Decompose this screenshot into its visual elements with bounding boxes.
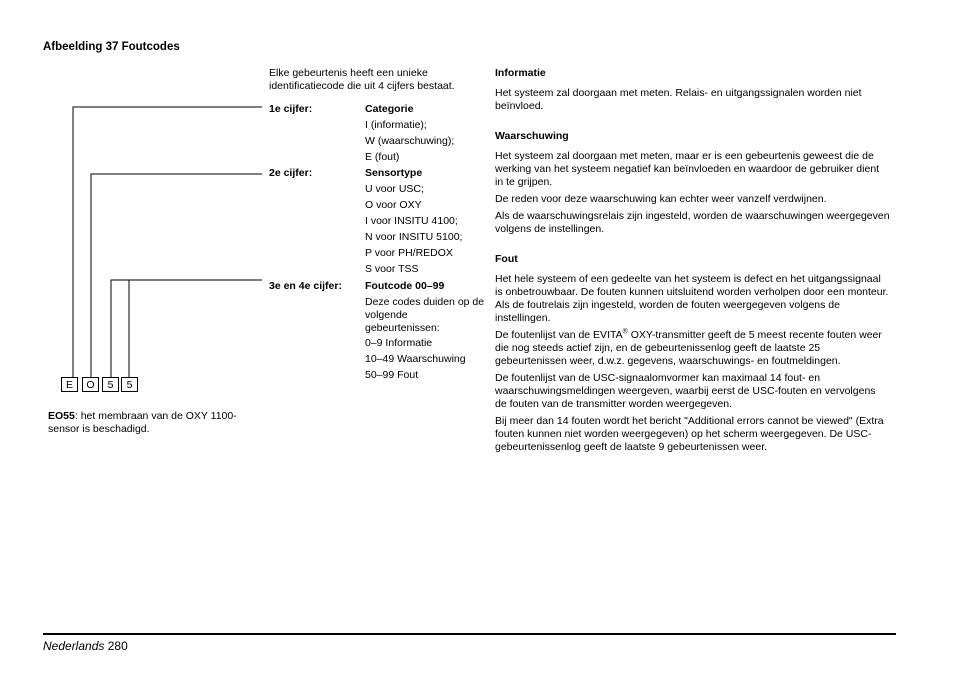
digit-2-item: U voor USC; (365, 183, 424, 195)
warning-paragraph: De reden voor deze waarschuwing kan echter weer vanzelf verdwijnen. (495, 193, 827, 205)
connector-digit-3 (111, 280, 262, 377)
caption-text: : het membraan van de OXY 1100-sensor is beschadigd. (48, 410, 237, 435)
page-footer (43, 639, 128, 653)
digit-2-item: S voor TSS (365, 263, 419, 275)
footer-language: Nederlands (43, 639, 105, 653)
code-box-2: O (82, 377, 99, 392)
digit-3-item: 0–9 Informatie (365, 337, 433, 349)
code-box-1: E (61, 377, 78, 392)
intro-text: Elke gebeurtenis heeft een unieke identificatiecode die uit 4 cijfers bestaat. (269, 67, 455, 92)
digit-2-item: P voor PH/REDOX (365, 247, 453, 259)
digit-3-heading: Foutcode 00–99 (365, 280, 445, 292)
connector-digit-2 (91, 174, 262, 377)
error-paragraph: Het hele systeem of een gedeelte van het systeem is defect en het uitgangssignaal is onbetrouwbaar. De fouten kunnen uitsluitend worden verholpen door een monteur. Als de foutrelais zijn ingesteld, worden de fouten weergegeven volgens de instellingen. (495, 273, 889, 324)
digit-3-item: 50–99 Fout (365, 369, 419, 381)
digit-1-heading: Categorie (365, 103, 414, 115)
digit-1-item: I (informatie); (365, 119, 427, 131)
error-paragraph: Bij meer dan 14 fouten wordt het bericht "Additional errors cannot be viewed" (Extra fouten kunnen niet worden weergegeven) op het scherm weergegeven. De USC-gebeurtenissenlog geeft de laatste 9 gebeurtenissen weer. (495, 415, 884, 453)
digit-3-item: Deze codes duiden op de volgende gebeurtenissen: (365, 296, 485, 334)
code-box-3: 5 (102, 377, 119, 392)
digit-1-item: E (fout) (365, 151, 400, 163)
explanation-column (495, 67, 890, 458)
code-box-4: 5 (121, 377, 138, 392)
connector-digit-1 (73, 107, 262, 377)
footer-divider (43, 633, 896, 635)
error-paragraph: De foutenlijst van de EVITA® OXY-transmitter geeft de 5 meest recente fouten weer die nog steeds actief zijn, en de gebeurtenissenlog geeft de laatste 25 gebeurtenissen weer, d.w.z. gegevens, waarschuwings- en foutmeldingen. (495, 328, 882, 367)
digit-3-item: 10–49 Waarschuwing (365, 353, 466, 365)
digit-1-label: 1e cijfer: (269, 103, 313, 115)
digit-2-item: O voor OXY (365, 199, 422, 211)
error-paragraph: De foutenlijst van de USC-signaalomvormer kan maximaal 14 fout- en waarschuwingsmeldingen weergeven, waarbij eerst de USC-fouten en vervolgens de fouten van de transmitter worden weergegeven. (495, 372, 876, 410)
info-paragraph: Het systeem zal doorgaan met meten. Relais- en uitgangssignalen worden niet beïnvloed. (495, 87, 862, 112)
page-number: 280 (107, 639, 128, 653)
digit-2-label: 2e cijfer: (269, 167, 313, 179)
figure-caption (48, 410, 258, 436)
caption-code: EO55 (48, 410, 75, 422)
section-heading-info: Informatie (495, 67, 546, 79)
warning-paragraph: Het systeem zal doorgaan met meten, maar er is een gebeurtenis geweest die de werking van het systeem negatief kan beïnvloeden en waardoor de gebruiker dient in te grijpen. (495, 150, 880, 188)
digit-2-heading: Sensortype (365, 167, 423, 179)
section-heading-error: Fout (495, 253, 518, 265)
registered-mark: ® (622, 328, 628, 336)
warning-paragraph: Als de waarschuwingsrelais zijn ingesteld, worden de waarschuwingen weergegeven volgens de instellingen. (495, 210, 890, 235)
figure-title: Afbeelding 37 Foutcodes (43, 41, 180, 53)
digit-2-item: N voor INSITU 5100; (365, 231, 463, 243)
digit-3-label: 3e en 4e cijfer: (269, 280, 342, 292)
digit-1-item: W (waarschuwing); (365, 135, 455, 147)
section-heading-warning: Waarschuwing (495, 130, 569, 142)
digit-2-item: I voor INSITU 4100; (365, 215, 458, 227)
